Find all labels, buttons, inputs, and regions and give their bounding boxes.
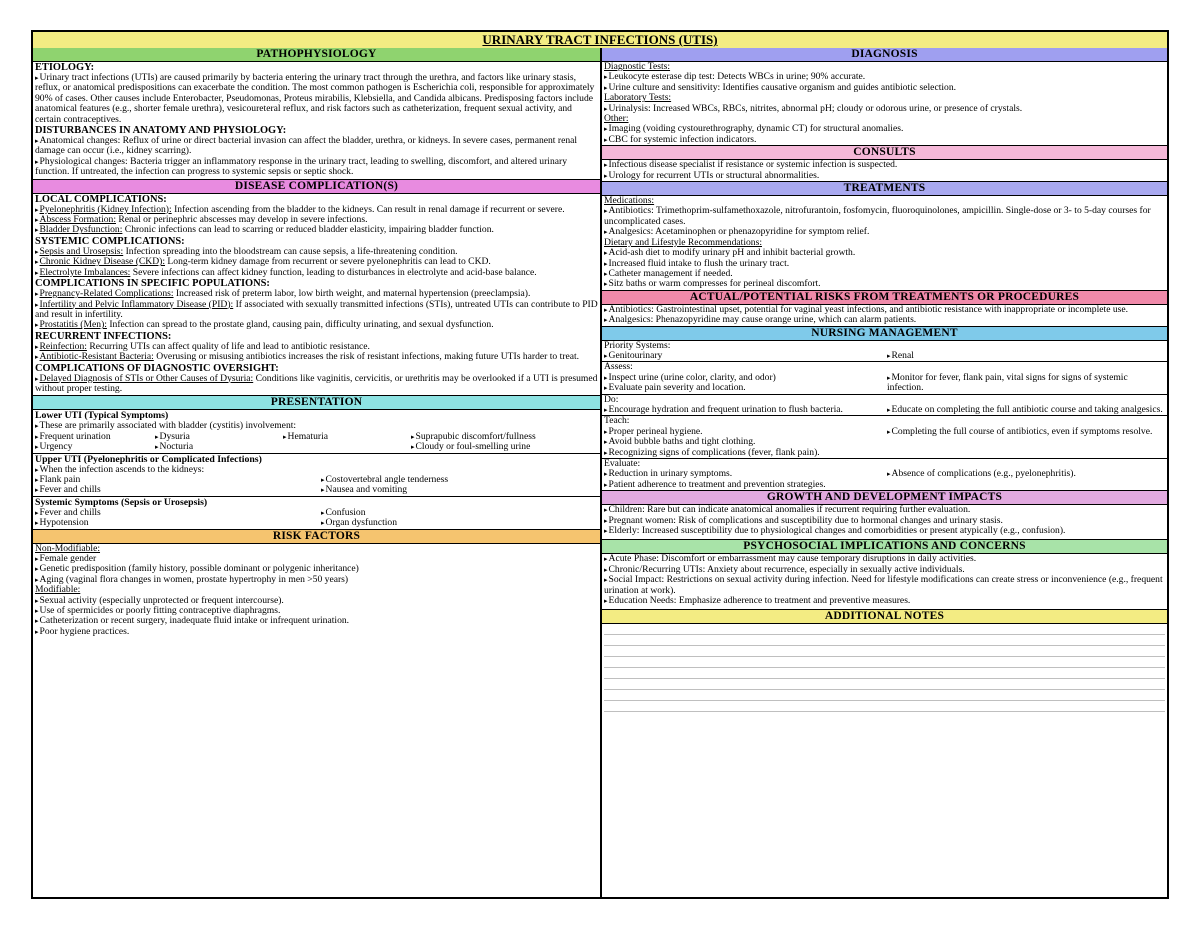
list-item: ▸ Costovertebral angle tenderness xyxy=(321,475,598,485)
term-text: Conditions like vaginitis, cervicitis, or urethritis may be overlooked if a UTI is presumed without proper testing. xyxy=(35,372,598,394)
list-item: ▸ Fever and chills xyxy=(35,508,321,518)
teach-grid xyxy=(604,427,1165,458)
spacer xyxy=(283,442,411,452)
upper-uti-label: Upper UTI (Pyelonephritis or Complicated Infections) xyxy=(35,453,262,465)
term-text: Infection can spread to the prostate gland, causing pain, difficulty urinating, and sexual dysfunction. xyxy=(106,319,494,331)
evaluate-left xyxy=(604,469,887,490)
teach-block xyxy=(602,415,1167,458)
consults-header: CONSULTS xyxy=(602,145,1167,160)
notes-header: ADDITIONAL NOTES xyxy=(602,609,1167,624)
term: Pregnancy-Related Complications: xyxy=(39,288,174,300)
etiology-text: ▸ Urinary tract infections (UTIs) are caused primarily by bacteria entering the urinary tract through the urethra, and factors like urinary stasis, reflux, or anatomical predispositions can exacerbate the condition. The most common pathogen is Escherichia coli, responsible for approximately 90% of cases. Other causes include Enterobacter, Pseudomonas, Proteus mirabilis, Klebsiella, and Candida albicans. Predisposing factors include anatomical features (e.g., shorter female urethra), vesicoureteral reflux, and risk factors such as catheterization, frequent sexual activity, and certain contraceptives. xyxy=(35,73,598,125)
term-text: If associated with sexually transmitted infections (STIs), untreated UTIs can contribute to PID and result in infertility. xyxy=(35,298,598,320)
psychosocial-section xyxy=(602,554,1167,606)
list-item: ▸ Education Needs: Emphasize adherence to treatment and preventive measures. xyxy=(604,596,1165,606)
list-item xyxy=(35,352,598,362)
specific-populations-label: COMPLICATIONS IN SPECIFIC POPULATIONS: xyxy=(35,278,270,290)
medications-label: Medications: xyxy=(604,195,655,207)
teach-left xyxy=(604,427,887,458)
note-line xyxy=(604,657,1165,668)
nursing-header: NURSING MANAGEMENT xyxy=(602,326,1167,341)
etiology-label: ETIOLOGY: xyxy=(35,62,95,73)
treatments-section xyxy=(602,196,1167,290)
term: Chronic Kidney Disease (CKD): xyxy=(39,256,166,268)
list-item: ▸ Inspect urine (urine color, clarity, and odor) xyxy=(604,373,887,383)
presentation-header: PRESENTATION xyxy=(33,395,600,410)
list-item: ▸ Avoid bubble baths and tight clothing. xyxy=(604,437,887,447)
do-right xyxy=(887,405,1165,415)
modifiable-label: Modifiable: xyxy=(35,584,81,596)
dietary-label: Dietary and Lifestyle Recommendations: xyxy=(604,236,762,248)
list-item: ▸ Suprapubic discomfort/fullness xyxy=(411,432,598,442)
list-item xyxy=(35,374,598,395)
term: Pyelonephritis (Kidney Infection): xyxy=(39,203,172,215)
note-line xyxy=(604,646,1165,657)
list-item: ▸ Use of spermicides or poorly fitting contraceptive diaphragms. xyxy=(35,606,598,616)
note-line xyxy=(604,635,1165,646)
list-item: ▸ Physiological changes: Bacteria trigger an inflammatory response in the urinary tract, leading to swelling, discomfort, and altered urinary function. If untreated, the infection can progress to systemic sepsis or septic shock. xyxy=(35,157,598,178)
list-item: ▸ Catheterization or recent surgery, inadequate fluid intake or infrequent urination. xyxy=(35,616,598,626)
term: Electrolyte Imbalances: xyxy=(39,266,131,278)
growth-section xyxy=(602,505,1167,536)
list-item: ▸ Dysuria xyxy=(155,432,283,442)
list-item: ▸ Social Impact: Restrictions on sexual activity during infection. Need for lifestyle modifications can create stress or inconvenience (e.g., frequent urination at work). xyxy=(604,575,1165,596)
list-item: ▸ Proper perineal hygiene. xyxy=(604,427,887,437)
evaluate-block xyxy=(602,458,1167,490)
term-text: Long-term kidney damage from recurrent or severe pyelonephritis can lead to CKD. xyxy=(165,256,491,268)
priority-systems-list xyxy=(604,351,1165,361)
list-item: ▸ Urinalysis: Increased WBCs, RBCs, nitrites, abnormal pH; cloudy or odorous urine, or presence of crystals. xyxy=(604,104,1165,114)
treatments-header: TREATMENTS xyxy=(602,181,1167,196)
note-line xyxy=(604,701,1165,712)
list-item xyxy=(35,268,598,278)
list-item xyxy=(35,300,598,321)
list-item: ▸ Aging (vaginal flora changes in women, prostate hypertrophy in men >50 years) xyxy=(35,575,598,585)
complications-header: DISEASE COMPLICATION(S) xyxy=(33,179,600,194)
list-item: ▸ Renal xyxy=(887,351,1165,361)
note-line xyxy=(604,668,1165,679)
growth-header: GROWTH AND DEVELOPMENT IMPACTS xyxy=(602,490,1167,505)
risk-factors-section xyxy=(33,544,600,638)
list-item: ▸ Urology for recurrent UTIs or structural abnormalities. xyxy=(604,171,1165,181)
page-title: URINARY TRACT INFECTIONS (UTIS) xyxy=(33,32,1167,49)
list-item: ▸ Poor hygiene practices. xyxy=(35,627,598,637)
diagnosis-section xyxy=(602,62,1167,145)
list-item: ▸ Confusion xyxy=(321,508,598,518)
left-column xyxy=(33,48,602,897)
treatment-risks-section xyxy=(602,305,1167,326)
evaluate-label: Evaluate: xyxy=(604,458,641,469)
diagnostic-tests-label: Diagnostic Tests: xyxy=(604,61,671,72)
list-item: ▸ Cloudy or foul-smelling urine xyxy=(411,442,598,452)
notes-area xyxy=(602,624,1167,712)
pathophysiology-section xyxy=(33,62,600,178)
list-item: ▸ Leukocyte esterase dip test: Detects WBCs in urine; 90% accurate. xyxy=(604,72,1165,82)
teach-label: Teach: xyxy=(604,415,630,427)
list-item: ▸ Flank pain xyxy=(35,475,321,485)
upper-uti-symptoms xyxy=(35,475,598,496)
study-sheet xyxy=(31,30,1169,899)
list-item: ▸ Increased fluid intake to flush the urinary tract. xyxy=(604,259,1165,269)
list-item: ▸ Antibiotics: Gastrointestinal upset, potential for vaginal yeast infections, and antibiotic resistance with inappropriate or incomplete use. xyxy=(604,305,1165,315)
list-item: ▸ Absence of complications (e.g., pyelonephritis). xyxy=(887,469,1165,479)
term: Bladder Dysfunction: xyxy=(39,224,123,236)
treatment-risks-header: ACTUAL/POTENTIAL RISKS FROM TREATMENTS OR PROCEDURES xyxy=(602,290,1167,305)
term-text: Infection ascending from the bladder to the kidneys. Can result in renal damage if recurrent or severe. xyxy=(171,203,565,215)
list-item: ▸ Completing the full course of antibiotics, even if symptoms resolve. xyxy=(887,427,1165,437)
list-item: ▸ Monitor for fever, flank pain, vital signs for signs of systemic infection. xyxy=(887,373,1165,394)
evaluate-right xyxy=(887,469,1165,490)
list-item: ▸ Anatomical changes: Reflux of urine or direct bacterial invasion can affect the bladder, urethra, or kidneys. In severe cases, permanent renal damage can occur (i.e., kidney scarring). xyxy=(35,136,598,157)
term-text: Severe infections can affect kidney function, leading to disturbances in electrolyte and acid-base balance. xyxy=(130,266,537,278)
term-text: Increased risk of preterm labor, low birth weight, and maternal hypertension (preeclampsia). xyxy=(173,288,531,300)
list-item: ▸ Genetic predisposition (family history, possible dominant or polygenic inheritance) xyxy=(35,564,598,574)
upper-uti-section xyxy=(33,453,600,496)
list-item: ▸ Nausea and vomiting xyxy=(321,485,598,495)
systemic-symptoms xyxy=(35,508,598,529)
pathophysiology-header: PATHOPHYSIOLOGY xyxy=(33,48,600,62)
presentation-section xyxy=(33,410,600,452)
term-text: Overusing or misusing antibiotics increases the risk of resistant infections, making future UTIs harder to treat. xyxy=(153,351,580,363)
right-column xyxy=(602,48,1167,897)
diagnostic-oversight-label: COMPLICATIONS OF DIAGNOSTIC OVERSIGHT: xyxy=(35,362,279,374)
list-item: ▸ Hypotension xyxy=(35,518,321,528)
term-text: Renal or perinephric abscesses may develop in severe infections. xyxy=(116,214,368,226)
term: Reinfection: xyxy=(39,340,87,352)
do-block xyxy=(602,394,1167,416)
priority-systems xyxy=(602,341,1167,362)
list-item: ▸ Chronic/Recurring UTIs: Anxiety about recurrence, especially in sexually active individuals. xyxy=(604,565,1165,575)
term-text: Recurring UTIs can affect quality of life and lead to antibiotic resistance. xyxy=(86,340,370,352)
list-item: ▸ Acute Phase: Discomfort or embarrassment may cause temporary disruptions in daily activities. xyxy=(604,554,1165,564)
term-text: Infection spreading into the bloodstream can cause sepsis, a life-threatening condition. xyxy=(123,245,458,257)
do-grid xyxy=(604,405,1165,415)
laboratory-tests-label: Laboratory Tests: xyxy=(604,92,672,104)
list-item: ▸ Analgesics: Phenazopyridine may cause orange urine, which can alarm patients. xyxy=(604,315,1165,325)
diagnosis-header: DIAGNOSIS xyxy=(602,48,1167,62)
systemic-symptoms-section xyxy=(33,496,600,529)
assess-block xyxy=(602,361,1167,393)
upper-uti-intro: ▸ When the infection ascends to the kidneys: xyxy=(35,465,598,475)
term-text: Chronic infections can lead to scarring or reduced bladder elasticity, impairing bladder function. xyxy=(122,224,494,236)
list-item: ▸ Acid-ash diet to modify urinary pH and inhibit bacterial growth. xyxy=(604,248,1165,258)
term: Abscess Formation: xyxy=(39,214,116,226)
list-item: ▸ Hematuria xyxy=(283,432,411,442)
note-line xyxy=(604,624,1165,635)
consults-section xyxy=(602,160,1167,181)
non-modifiable-label: Non-Modifiable: xyxy=(35,542,101,554)
assess-label: Assess: xyxy=(604,361,633,373)
do-left xyxy=(604,405,887,415)
assess-grid xyxy=(604,373,1165,394)
teach-right xyxy=(887,427,1165,458)
other-label: Other: xyxy=(604,113,629,125)
risk-factors-header: RISK FACTORS xyxy=(33,529,600,544)
list-item: ▸ Patient adherence to treatment and prevention strategies. xyxy=(604,480,887,490)
list-item: ▸ Antibiotics: Trimethoprim-sulfamethoxazole, nitrofurantoin, fosfomycin, fluoroquinolones, ampicillin. Single-dose or 3- to 5-day courses for uncomplicated cases. xyxy=(604,206,1165,227)
list-item: ▸ Nocturia xyxy=(155,442,283,452)
list-item: ▸ CBC for systemic infection indicators. xyxy=(604,135,1165,145)
term: Prostatitis (Men): xyxy=(39,319,107,331)
complications-section xyxy=(33,194,600,395)
term: Antibiotic-Resistant Bacteria: xyxy=(39,351,154,363)
lower-uti-symptoms xyxy=(35,432,598,453)
psychosocial-header: PSYCHOSOCIAL IMPLICATIONS AND CONCERNS xyxy=(602,539,1167,554)
priority-systems-label: Priority Systems: xyxy=(604,339,671,351)
list-item: ▸ Infectious disease specialist if resistance or systemic infection is suspected. xyxy=(604,160,1165,170)
list-item: ▸ Elderly: Increased susceptibility due to physiological changes and comorbidities or present atypically (e.g., confusion). xyxy=(604,526,1165,536)
list-item: ▸ Urgency xyxy=(35,442,155,452)
list-item: ▸ Female gender xyxy=(35,554,598,564)
term: Delayed Diagnosis of STIs or Other Causes of Dysuria: xyxy=(39,372,254,384)
systemic-complications-label: SYSTEMIC COMPLICATIONS: xyxy=(35,235,185,247)
list-item: ▸ Analgesics: Acetaminophen or phenazopyridine for symptom relief. xyxy=(604,227,1165,237)
local-complications-label: LOCAL COMPLICATIONS: xyxy=(35,193,167,205)
list-item: ▸ Organ dysfunction xyxy=(321,518,598,528)
evaluate-grid xyxy=(604,469,1165,490)
term: Sepsis and Urosepsis: xyxy=(39,245,124,257)
list-item: ▸ Encourage hydration and frequent urination to flush bacteria. xyxy=(604,405,887,415)
list-item: ▸ Recognizing signs of complications (fever, flank pain). xyxy=(604,448,887,458)
lower-uti-intro: ▸ These are primarily associated with bladder (cystitis) involvement: xyxy=(35,421,598,431)
list-item xyxy=(35,320,598,330)
list-item: ▸ Reduction in urinary symptoms. xyxy=(604,469,887,479)
list-item: ▸ Urine culture and sensitivity: Identifies causative organism and guides antibiotic selection. xyxy=(604,83,1165,93)
disturbances-label: DISTURBANCES IN ANATOMY AND PHYSIOLOGY: xyxy=(35,125,287,137)
note-line xyxy=(604,679,1165,690)
list-item: ▸ Catheter management if needed. xyxy=(604,269,1165,279)
assess-left xyxy=(604,373,887,394)
systemic-symptoms-label: Systemic Symptoms (Sepsis or Urosepsis) xyxy=(35,496,208,508)
list-item: ▸ Sitz baths or warm compresses for perineal discomfort. xyxy=(604,279,1165,289)
list-item: ▸ Evaluate pain severity and location. xyxy=(604,383,887,393)
list-item: ▸ Sexual activity (especially unprotected or frequent intercourse). xyxy=(35,596,598,606)
list-item: ▸ Children: Rare but can indicate anatomical anomalies if recurrent requiring further evaluation. xyxy=(604,505,1165,515)
list-item: ▸ Fever and chills xyxy=(35,485,321,495)
list-item: ▸ Imaging (voiding cystourethrography, dynamic CT) for structural anomalies. xyxy=(604,124,1165,134)
do-label: Do: xyxy=(604,393,619,405)
term: Infertility and Pelvic Inflammatory Disease (PID): xyxy=(39,298,234,310)
assess-right xyxy=(887,373,1165,394)
list-item xyxy=(35,225,598,235)
list-item: ▸ Genitourinary xyxy=(604,351,887,361)
list-item: ▸ Frequent urination xyxy=(35,432,155,442)
list-item: ▸ Pregnant women: Risk of complications and susceptibility due to hormonal changes and urinary stasis. xyxy=(604,516,1165,526)
list-item: ▸ Educate on completing the full antibiotic course and taking analgesics. xyxy=(887,405,1165,415)
lower-uti-label: Lower UTI (Typical Symptoms) xyxy=(35,410,169,422)
recurrent-infections-label: RECURRENT INFECTIONS: xyxy=(35,330,172,342)
note-line xyxy=(604,690,1165,701)
